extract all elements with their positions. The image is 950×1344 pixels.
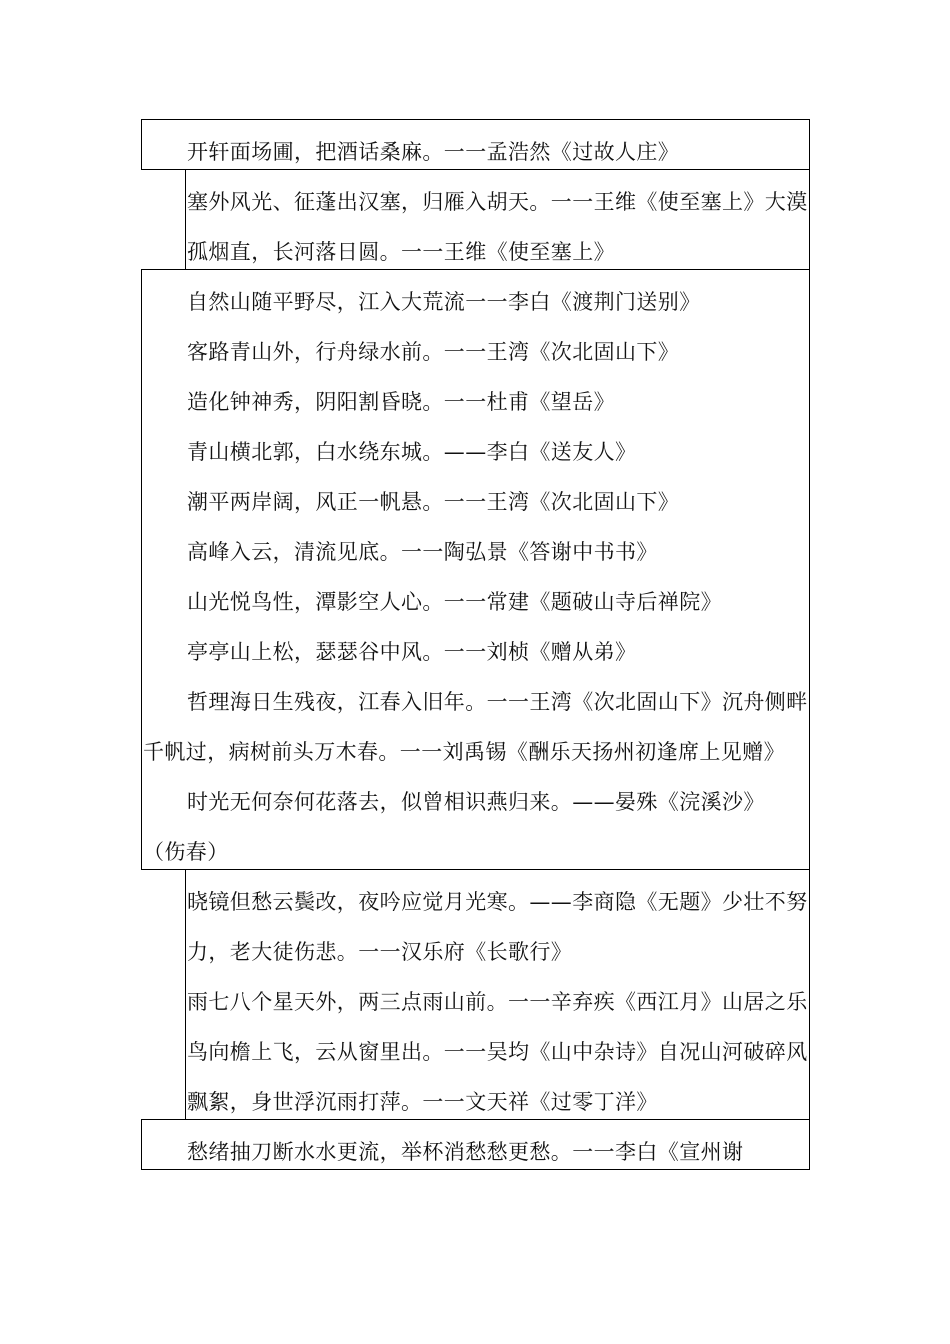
- text-line: 亭亭山上松，瑟瑟谷中风。一一刘桢《赠从弟》: [187, 640, 637, 664]
- text-line: 山光悦鸟性，潭影空人心。一一常建《题破山寺后禅院》: [187, 590, 722, 614]
- text-line: 自然山随平野尽，江入大荒流一一李白《渡荆门送别》: [187, 290, 701, 314]
- text-line: 塞外风光、征蓬出汉塞，归雁入胡天。一一王维《使至塞上》大漠: [187, 190, 808, 214]
- text-line: 雨七八个星天外，两三点雨山前。一一辛弃疾《西江月》山居之乐: [187, 990, 808, 1014]
- text-line: 孤烟直，长河落日圆。一一王维《使至塞上》: [187, 240, 615, 264]
- text-line: 力，老大徒伤悲。一一汉乐府《长歌行》: [187, 940, 573, 964]
- text-line: 千帆过，病树前头万木春。一一刘禹锡《酬乐天扬州初逢席上见赠》: [143, 740, 785, 764]
- text-line: 鸟向檐上飞，云从窗里出。一一吴均《山中杂诗》自况山河破碎风: [187, 1040, 808, 1064]
- text-line: 时光无何奈何花落去，似曾相识燕归来。——晏殊《浣溪沙》: [187, 790, 765, 814]
- text-line: 潮平两岸阔，风正一帆悬。一一王湾《次北固山下》: [187, 490, 680, 514]
- text-line: 哲理海日生残夜，江春入旧年。一一王湾《次北固山下》沉舟侧畔: [187, 690, 808, 714]
- text-line: 高峰入云，清流见底。一一陶弘景《答谢中书书》: [187, 540, 658, 564]
- text-line: 晓镜但愁云鬓改，夜吟应觉月光寒。——李商隐《无题》少壮不努: [187, 890, 808, 914]
- text-line: 造化钟神秀，阴阳割昏晓。一一杜甫《望岳》: [187, 390, 615, 414]
- text-line: 客路青山外，行舟绿水前。一一王湾《次北固山下》: [187, 340, 680, 364]
- text-line: （伤春）: [143, 840, 229, 864]
- text-line: 愁绪抽刀断水水更流，举杯消愁愁更愁。一一李白《宣州谢: [187, 1140, 744, 1164]
- text-line: 开轩面场圃，把酒话桑麻。一一孟浩然《过故人庄》: [187, 140, 680, 164]
- text-line: 青山横北郭，白水绕东城。——李白《送友人》: [187, 440, 637, 464]
- text-line: 飘絮，身世浮沉雨打萍。一一文天祥《过零丁洋》: [187, 1090, 658, 1114]
